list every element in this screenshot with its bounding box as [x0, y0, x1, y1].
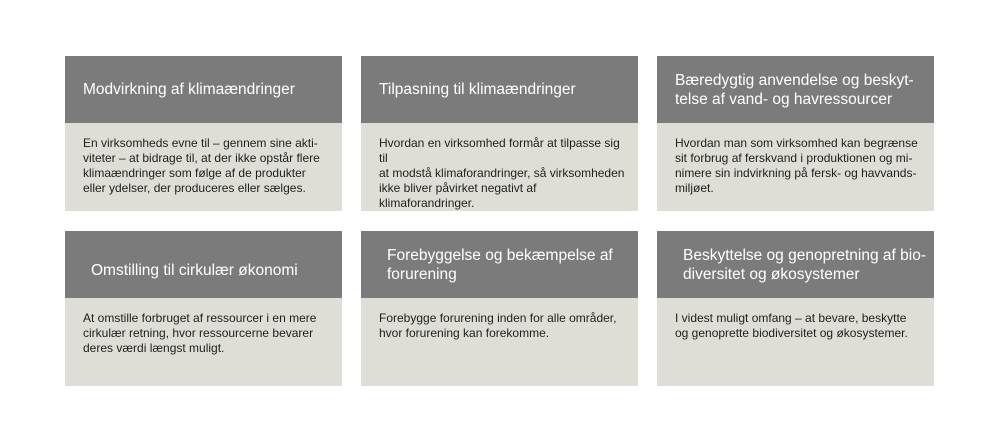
- card-body-line: En virksomheds evne til – gennem sine akti-: [83, 136, 318, 150]
- card-body-line: og genoprette biodiversitet og økosystemer.: [675, 326, 908, 340]
- card-title-line: Modvirkning af klimaændringer: [83, 81, 295, 98]
- card-title-line: telse af vand- og havressourcer: [675, 90, 893, 108]
- card-title-line: diversitet og økosystemer: [683, 265, 860, 283]
- card-title: [379, 80, 576, 99]
- card-title-line: forurening: [387, 265, 457, 283]
- card-title-line: Bæredygtig anvendelse og beskyt-: [675, 71, 914, 89]
- card-climate-mitigation: [65, 56, 342, 211]
- card-body-line: deres værdi længst muligt.: [83, 341, 225, 355]
- card-body: [361, 298, 638, 386]
- card-pollution: [361, 231, 638, 386]
- card-body: [65, 298, 342, 386]
- card-header: [657, 231, 934, 298]
- card-climate-adaptation: [361, 56, 638, 211]
- card-header: [361, 56, 638, 123]
- card-body-line: ikke bliver påvirket negativt af klimaforandringer.: [379, 181, 537, 210]
- card-title: [387, 246, 613, 284]
- card-header: [65, 231, 342, 298]
- card-title: [83, 80, 295, 99]
- card-body-line: Hvordan en virksomhed formår at tilpasse sig til: [379, 136, 620, 165]
- card-body-line: eller ydelser, der produceres eller sælges.: [83, 181, 306, 195]
- card-biodiversity: [657, 231, 934, 386]
- card-title: [91, 261, 298, 280]
- card-title-line: Beskyttelse og genopretning af bio-: [683, 246, 926, 264]
- card-body-line: at modstå klimaforandringer, så virksomheden: [379, 166, 625, 180]
- card-body-line: klimaændringer som følge af de produkter: [83, 166, 306, 180]
- card-header: [361, 231, 638, 298]
- card-header: [657, 56, 934, 123]
- card-circular-economy: [65, 231, 342, 386]
- card-body: [657, 123, 934, 211]
- card-body: [65, 123, 342, 211]
- card-title-line: Omstilling til cirkulær økonomi: [91, 262, 298, 279]
- card-water-marine: [657, 56, 934, 211]
- card-body-line: hvor forurening kan forekomme.: [379, 326, 550, 340]
- card-body-line: sit forbrug af ferskvand i produktionen og mi-: [675, 151, 913, 165]
- card-body-line: At omstille forbruget af ressourcer i en mere: [83, 311, 317, 325]
- card-body: [361, 123, 638, 211]
- card-body-line: viteter – at bidrage til, at der ikke opstår flere: [83, 151, 320, 165]
- card-header: [65, 56, 342, 123]
- card-body-line: cirkulær retning, hvor ressourcerne bevarer: [83, 326, 314, 340]
- card-body-line: nimere sin indvirkning på fersk- og havvands-: [675, 166, 917, 180]
- card-title: [675, 71, 914, 109]
- card-body-line: Hvordan man som virksomhed kan begrænse: [675, 136, 918, 150]
- card-body-line: miljøet.: [675, 181, 714, 195]
- card-title: [683, 246, 926, 284]
- card-body-line: I videst muligt omfang – at bevare, beskytte: [675, 311, 907, 325]
- card-body: [657, 298, 934, 386]
- card-title-line: Forebyggelse og bekæmpelse af: [387, 246, 613, 264]
- card-title-line: Tilpasning til klimaændringer: [379, 81, 576, 98]
- card-body-line: Forebygge forurening inden for alle områder,: [379, 311, 617, 325]
